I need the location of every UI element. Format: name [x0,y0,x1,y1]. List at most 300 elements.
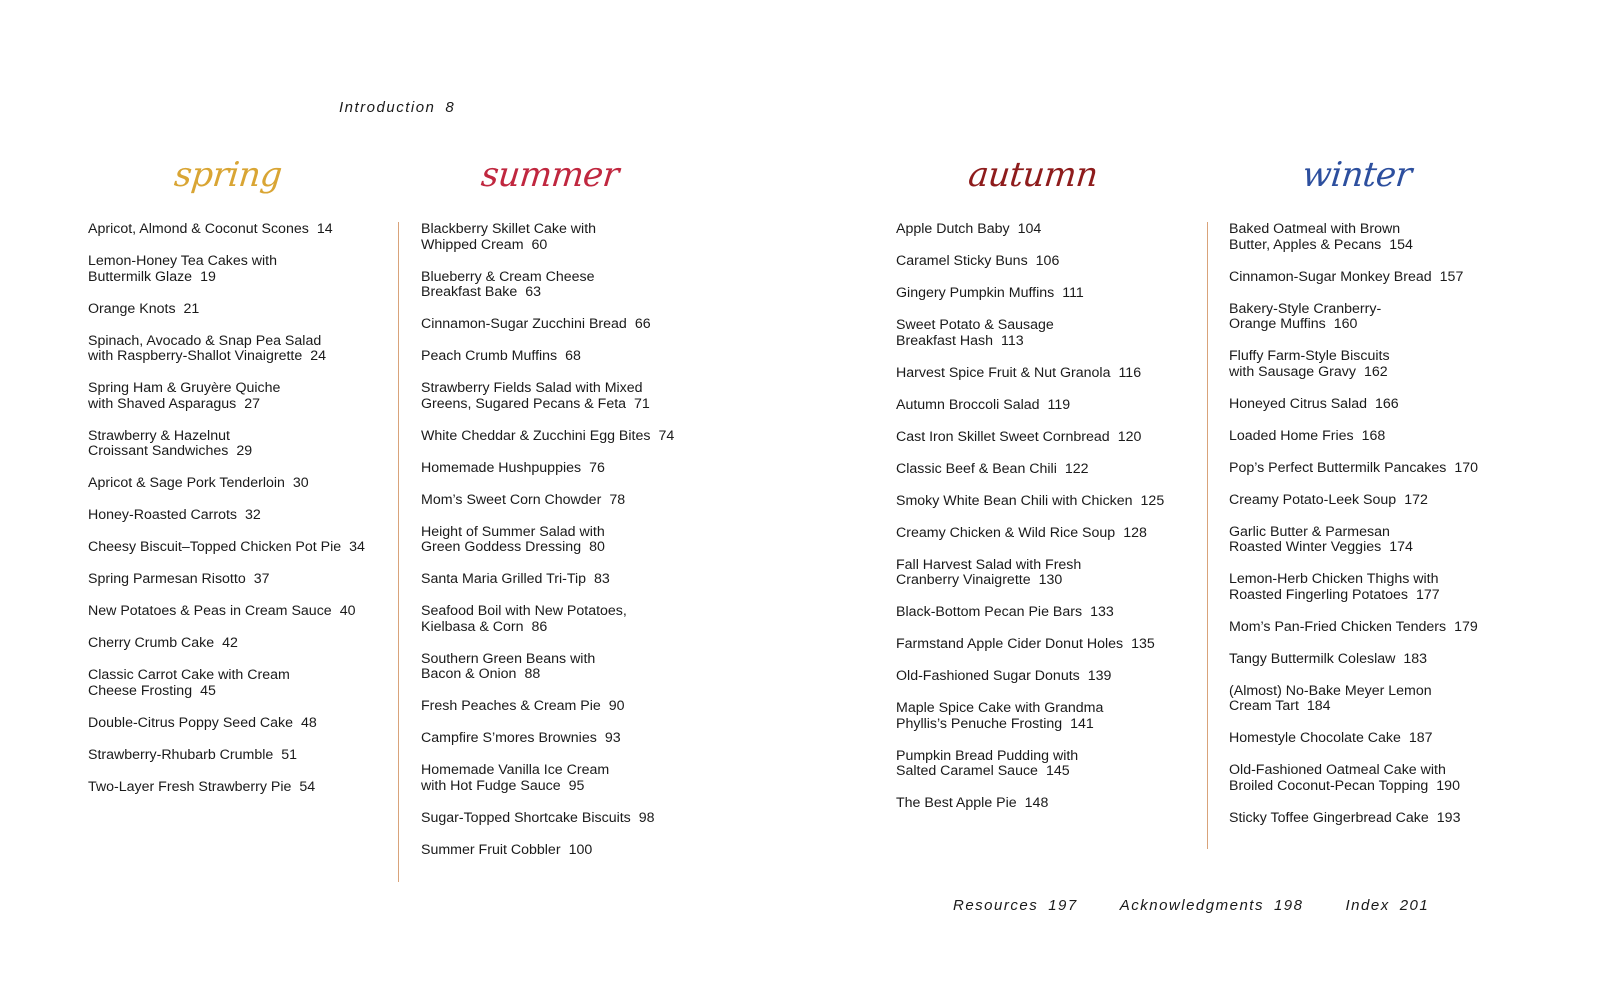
recipe-title-line [88,716,365,732]
toc-entry[interactable] [88,302,365,318]
page-number: 168 [1361,427,1386,444]
recipe-title-line: Fall Harvest Salad with Fresh [896,556,1082,573]
recipe-title-text: Old-Fashioned Sugar Donuts [896,668,1080,684]
recipe-title-line [1229,365,1478,381]
recipe-title-text: Apricot & Sage Pork Tenderloin [88,475,285,491]
recipe-title-line [88,302,365,318]
page-number: 42 [222,635,238,651]
recipe-title-text: Kielbasa & Corn [421,618,524,635]
recipe-title-line: Strawberry & Hazelnut [88,427,230,444]
recipe-title-text: Buttermilk Glaze [88,268,193,285]
toc-entry[interactable] [1229,461,1478,477]
recipe-title-line [1229,620,1478,636]
page-number: 135 [1131,636,1155,652]
toc-entry[interactable] [88,334,365,365]
recipe-title-line: Maple Spice Cake with Grandma [896,700,1104,716]
recipe-title-line [896,669,1164,685]
toc-entry[interactable] [421,381,674,412]
toc-entry[interactable] [421,270,674,301]
recipe-title-text: Broiled Coconut-Pecan Topping [1229,777,1429,794]
toc-entry[interactable] [421,811,674,827]
toc-entry[interactable] [896,318,1164,349]
toc-entry[interactable] [88,668,365,699]
page-number: 60 [531,236,548,253]
toc-entry[interactable] [896,796,1164,812]
back-matter-title: Index [1345,897,1390,914]
page-number: 95 [568,777,585,794]
toc-entry[interactable] [1229,429,1478,445]
toc-entry[interactable] [421,763,674,794]
toc-entry[interactable] [421,699,674,715]
recipe-title-line [88,540,365,556]
page-number: 98 [638,809,655,826]
toc-entry[interactable] [896,701,1164,732]
recipe-title-text: with Hot Fudge Sauce [421,777,561,794]
recipe-title-line: Classic Carrot Cake with Cream [88,667,290,683]
toc-entry[interactable] [421,429,674,445]
toc-entry[interactable] [421,461,674,477]
recipe-title-line [88,222,365,238]
recipe-title-text: Bacon & Onion [421,666,517,682]
toc-entry[interactable] [88,540,365,556]
page-number: 130 [1038,572,1063,588]
toc-entry[interactable] [896,605,1164,621]
page-number: 48 [301,714,317,731]
recipe-title-line: Strawberry Fields Salad with Mixed [421,380,643,396]
recipe-title-text: Homemade Hushpuppies [421,459,582,476]
page-number: 29 [236,443,253,459]
recipe-title-text: Cream Tart [1229,698,1299,714]
recipe-title-line: Lemon-Honey Tea Cakes with [88,253,278,269]
page-number: 160 [1333,316,1358,332]
recipe-title-line [88,476,365,492]
page-number: 193 [1436,809,1461,826]
front-matter-page: 8 [445,99,456,116]
recipe-title-text: Cheesy Biscuit–Topped Chicken Pot Pie [88,539,342,555]
recipe-title-text: Mom’s Sweet Corn Chowder [421,491,602,508]
recipe-title-line [421,843,674,859]
page-number: 40 [339,603,356,619]
toc-entry[interactable] [421,493,674,509]
recipe-title-line [88,780,365,796]
page-number: 174 [1389,539,1413,555]
recipe-title-line [1229,461,1478,477]
page-number: 24 [310,348,327,364]
recipe-title-text: Cast Iron Skillet Sweet Cornbread [896,428,1110,445]
back-matter-resources[interactable] [953,897,1078,914]
page-number: 51 [281,746,298,763]
recipe-title-line: Bakery-Style Cranberry- [1229,300,1382,317]
page-number: 63 [525,284,541,300]
recipe-title-text: Gingery Pumpkin Muffins [896,285,1055,301]
toc-entry[interactable] [896,254,1164,270]
autumn-winter-divider [1207,222,1208,849]
page-number: 125 [1140,492,1165,509]
page-number: 104 [1017,221,1042,237]
recipe-title-text: Cherry Crumb Cake [88,635,215,651]
page-number: 148 [1024,795,1049,811]
recipe-title-line [421,349,674,365]
recipe-title-line [1229,397,1478,413]
recipe-title-text: Phyllis’s Penuche Frosting [896,715,1063,732]
page-number: 88 [524,666,541,682]
recipe-title-line [896,334,1164,350]
summer-heading: summer [479,155,621,195]
recipe-title-line: Blueberry & Cream Cheese [421,268,595,285]
page-number: 32 [245,507,261,523]
toc-entry[interactable] [421,731,674,747]
recipe-title-line [88,397,365,413]
recipe-title-line [88,604,365,620]
page-number: 71 [634,395,650,412]
page-number: 133 [1090,604,1114,620]
recipe-title-line [421,811,674,827]
toc-entry[interactable] [1229,525,1478,556]
recipe-title-text: with Raspberry-Shallot Vinaigrette [88,348,303,364]
toc-entry[interactable] [421,222,674,253]
page-number: 111 [1062,285,1084,301]
recipe-title-line [896,605,1164,621]
toc-entry[interactable] [896,494,1164,510]
recipe-title-text: with Shaved Asparagus [88,395,237,412]
toc-entry[interactable] [421,843,674,859]
recipe-title-line [88,684,365,700]
toc-entry[interactable] [1229,270,1478,286]
recipe-title-line [421,540,674,556]
recipe-title-text: Green Goddess Dressing [421,539,582,555]
recipe-title-text: Smoky White Bean Chili with Chicken [896,492,1133,509]
page-number: 162 [1363,363,1388,380]
recipe-title-line: Height of Summer Salad with [421,523,605,540]
page-number: 68 [565,348,581,364]
page-number: 119 [1047,396,1071,413]
recipe-title-line: Garlic Butter & Parmesan [1229,523,1390,540]
recipe-title-line: Fluffy Farm-Style Biscuits [1229,348,1390,364]
toc-entry[interactable] [88,476,365,492]
recipe-title-text: Cinnamon-Sugar Monkey Bread [1229,268,1432,285]
page-number: 154 [1389,236,1413,253]
spring-summer-divider [398,222,399,882]
toc-entry[interactable] [1229,349,1478,380]
page-number: 141 [1070,715,1094,732]
page-number: 76 [589,459,605,476]
page-number: 83 [594,571,610,587]
page-number: 37 [253,571,270,587]
recipe-title-text: New Potatoes & Peas in Cream Sauce [88,603,332,619]
recipe-title-text: The Best Apple Pie [896,795,1017,811]
recipe-title-line [421,285,674,301]
toc-entry[interactable] [421,652,674,683]
toc-entry[interactable] [88,381,365,412]
recipe-title-text: Loaded Home Fries [1229,427,1354,444]
recipe-title-text: Breakfast Hash [896,332,993,349]
back-matter-page: 198 [1273,897,1304,914]
recipe-title-text: Fresh Peaches & Cream Pie [421,698,601,714]
recipe-title-text: Butter, Apples & Pecans [1229,236,1382,253]
recipe-title-line [421,699,674,715]
page-number: 45 [200,682,216,699]
toc-entry[interactable] [421,572,674,588]
recipe-title-line: Spinach, Avocado & Snap Pea Salad [88,332,322,349]
back-matter-acknowledgments[interactable] [1120,897,1304,914]
recipe-title-line [896,222,1164,238]
page-number: 157 [1439,268,1464,285]
toc-entry[interactable] [421,317,674,333]
recipe-title-text: Creamy Potato-Leek Soup [1229,491,1397,508]
autumn-recipe-list [896,222,1164,828]
recipe-title-text: with Sausage Gravy [1229,363,1356,380]
recipe-title-text: Cranberry Vinaigrette [896,572,1031,588]
back-matter [953,897,1429,914]
recipe-title-line [896,430,1164,446]
toc-entry[interactable] [896,430,1164,446]
recipe-title-text: Sugar-Topped Shortcake Biscuits [421,809,631,826]
recipe-title-line [88,349,365,365]
recipe-title-line [88,572,365,588]
recipe-title-line: Lemon-Herb Chicken Thighs with [1229,571,1439,587]
recipe-title-line [421,667,674,683]
recipe-title-text: Tangy Buttermilk Coleslaw [1229,650,1396,667]
toc-entry[interactable] [1229,620,1478,636]
recipe-title-text: Strawberry-Rhubarb Crumble [88,746,274,763]
spring-recipe-list [88,222,365,812]
recipe-title-text: Breakfast Bake [421,284,518,300]
recipe-title-line [1229,270,1478,286]
recipe-title-line [88,444,365,460]
page-number: 166 [1375,395,1399,412]
recipe-title-line [896,637,1164,653]
recipe-title-text: Honey-Roasted Carrots [88,507,238,523]
recipe-title-line: (Almost) No-Bake Meyer Lemon [1229,682,1432,699]
page-number: 120 [1117,428,1142,445]
spring-heading: spring [172,155,284,195]
back-matter-page: 201 [1399,897,1430,914]
toc-entry[interactable] [88,429,365,460]
recipe-title-line [1229,811,1478,827]
recipe-title-text: Roasted Winter Veggies [1229,539,1382,555]
toc-entry[interactable] [421,604,674,635]
recipe-title-line: Baked Oatmeal with Brown [1229,221,1401,237]
recipe-title-line [88,508,365,524]
recipe-title-text: Croissant Sandwiches [88,443,229,459]
page-number: 30 [292,475,309,491]
recipe-title-text: Salted Caramel Sauce [896,763,1038,779]
recipe-title-text: Whipped Cream [421,236,524,253]
page-number: 54 [299,778,316,795]
recipe-title-line [421,731,674,747]
page-number: 172 [1404,491,1428,508]
page-number: 116 [1118,364,1142,381]
recipe-title-line [1229,731,1478,747]
toc-entry[interactable] [1229,811,1478,827]
toc-entry[interactable] [896,558,1164,589]
toc-entry[interactable] [88,716,365,732]
toc-entry[interactable] [88,508,365,524]
toc-entry[interactable] [896,286,1164,302]
toc-entry[interactable] [896,669,1164,685]
front-matter-title: Introduction [339,99,436,116]
summer-recipe-list [421,222,674,875]
toc-entry[interactable] [896,462,1164,478]
recipe-title-line [896,717,1164,733]
page-number: 14 [316,221,333,237]
page-number: 106 [1035,253,1060,269]
front-matter-introduction[interactable] [339,99,455,116]
page-number: 21 [183,300,200,317]
recipe-title-text: Roasted Fingerling Potatoes [1229,586,1409,603]
recipe-title-line [88,270,365,286]
recipe-title-text: Farmstand Apple Cider Donut Holes [896,636,1124,652]
recipe-title-text: Spring Parmesan Risotto [88,571,246,587]
recipe-title-line [1229,493,1478,509]
recipe-title-text: Black-Bottom Pecan Pie Bars [896,604,1083,620]
winter-heading: winter [1300,155,1414,195]
recipe-title-text: Classic Beef & Bean Chili [896,460,1057,477]
toc-entry[interactable] [896,222,1164,238]
recipe-title-line [896,764,1164,780]
recipe-title-line: Old-Fashioned Oatmeal Cake with [1229,762,1446,778]
recipe-title-line: Seafood Boil with New Potatoes, [421,603,627,619]
back-matter-title: Acknowledgments [1119,897,1264,914]
toc-entry[interactable] [896,398,1164,414]
recipe-title-line [421,397,674,413]
recipe-title-text: Campfire S’mores Brownies [421,730,597,746]
page-number: 139 [1087,668,1112,684]
recipe-title-text: Two-Layer Fresh Strawberry Pie [88,778,292,795]
page-number: 34 [349,539,365,555]
recipe-title-text: Cinnamon-Sugar Zucchini Bread [421,316,627,332]
recipe-title-line [88,636,365,652]
page-number: 93 [604,730,621,746]
back-matter-title: Resources [953,897,1039,914]
recipe-title-line [1229,317,1478,333]
toc-entry[interactable] [88,254,365,285]
toc-entry[interactable] [1229,684,1478,715]
toc-entry[interactable] [896,526,1164,542]
recipe-title-text: Caramel Sticky Buns [896,253,1028,269]
recipe-title-line [1229,699,1478,715]
page-number: 190 [1436,777,1460,794]
recipe-title-text: Honeyed Citrus Salad [1229,395,1368,412]
page-number: 183 [1403,650,1428,667]
page-number: 66 [634,316,651,332]
toc-entry[interactable] [88,780,365,796]
page-number: 74 [658,427,675,444]
recipe-title-text: Double-Citrus Poppy Seed Cake [88,714,294,731]
winter-recipe-list [1229,222,1478,843]
toc-entry[interactable] [421,349,674,365]
toc-entry[interactable] [88,748,365,764]
toc-entry[interactable] [1229,493,1478,509]
toc-entry[interactable] [1229,731,1478,747]
page-number: 122 [1064,460,1089,477]
recipe-title-line [896,286,1164,302]
recipe-title-text: Harvest Spice Fruit & Nut Granola [896,364,1111,381]
toc-entry[interactable] [1229,652,1478,668]
recipe-title-line [1229,429,1478,445]
recipe-title-line [896,526,1164,542]
recipe-title-line [896,494,1164,510]
toc-entry[interactable] [896,637,1164,653]
recipe-title-line: Spring Ham & Gruyère Quiche [88,380,281,396]
page-number: 19 [200,268,216,285]
recipe-title-text: Pop’s Perfect Buttermilk Pancakes [1229,459,1447,476]
recipe-title-text: Creamy Chicken & Wild Rice Soup [896,524,1116,541]
toc-entry[interactable] [88,636,365,652]
recipe-title-line [896,398,1164,414]
recipe-title-text: Autumn Broccoli Salad [896,396,1040,413]
recipe-title-line [896,573,1164,589]
recipe-title-text: Apricot, Almond & Coconut Scones [88,221,309,237]
recipe-title-text: Orange Knots [88,300,176,317]
recipe-title-text: Apple Dutch Baby [896,221,1010,237]
back-matter-index[interactable] [1346,897,1430,914]
back-matter-page: 197 [1048,897,1078,914]
toc-entry[interactable] [1229,302,1478,333]
page-number: 80 [589,539,605,555]
recipe-title-line [896,462,1164,478]
recipe-title-text: White Cheddar & Zucchini Egg Bites [421,427,651,444]
toc-entry[interactable] [1229,397,1478,413]
page-number: 90 [608,698,625,714]
recipe-title-text: Cheese Frosting [88,682,193,699]
page-number: 27 [244,395,261,412]
recipe-title-line [421,461,674,477]
recipe-title-line: Pumpkin Bread Pudding with [896,747,1079,764]
page-number: 78 [609,491,626,508]
recipe-title-text: Peach Crumb Muffins [421,348,558,364]
toc-entry[interactable] [896,749,1164,780]
toc-entry[interactable] [1229,222,1478,253]
recipe-title-line [421,620,674,636]
page-number: 187 [1408,730,1433,746]
page-number: 177 [1416,586,1440,603]
toc-entry[interactable] [1229,763,1478,794]
recipe-title-text: Orange Muffins [1229,316,1326,332]
page-number: 145 [1045,763,1070,779]
recipe-title-line [421,238,674,254]
recipe-title-line [896,366,1164,382]
toc-entry[interactable] [421,525,674,556]
toc-entry[interactable] [1229,572,1478,603]
toc-entry[interactable] [896,366,1164,382]
page-number: 170 [1454,459,1479,476]
recipe-title-line [1229,588,1478,604]
recipe-title-line [1229,779,1478,795]
recipe-title-line [88,748,365,764]
page-number: 128 [1123,524,1147,541]
recipe-title-line [896,796,1164,812]
recipe-title-text: Santa Maria Grilled Tri-Tip [421,571,587,587]
recipe-title-line [421,779,674,795]
recipe-title-text: Greens, Sugared Pecans & Feta [421,395,627,412]
recipe-title-line [421,572,674,588]
recipe-title-line [1229,238,1478,254]
autumn-heading: autumn [966,155,1100,195]
toc-entry[interactable] [88,604,365,620]
page-number: 179 [1454,618,1478,635]
toc-entry[interactable] [88,572,365,588]
recipe-title-line [1229,540,1478,556]
toc-entry[interactable] [88,222,365,238]
page-number: 86 [531,618,548,635]
page-number: 113 [1001,332,1024,349]
recipe-title-text: Summer Fruit Cobbler [421,841,561,858]
recipe-title-line [421,317,674,333]
recipe-title-text: Homestyle Chocolate Cake [1229,730,1401,746]
recipe-title-line [421,429,674,445]
recipe-title-line: Southern Green Beans with [421,650,596,667]
